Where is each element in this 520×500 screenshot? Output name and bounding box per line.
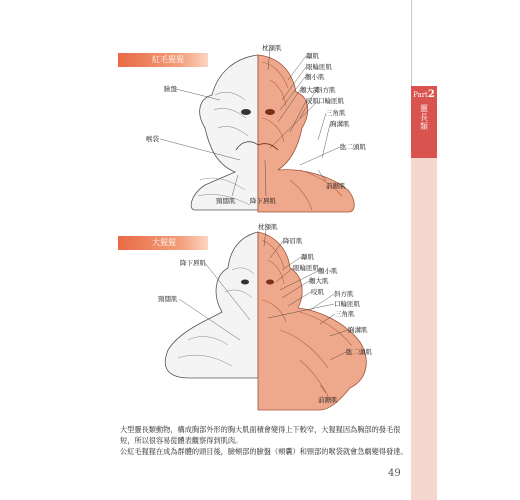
label-deltoid: 三角肌	[326, 109, 346, 117]
label-cheek-pad: 臉盤	[164, 85, 177, 93]
gorilla-illustration	[165, 230, 366, 410]
label-throat-sac: 喉袋	[146, 135, 159, 143]
part-label: Part2	[413, 89, 435, 100]
label-zygomaticus-minor: 顴小肌	[305, 73, 325, 81]
label-biceps: 肱二頭肌	[340, 143, 366, 151]
label-g-temporalis: 顳肌	[301, 253, 314, 261]
part-number: 2	[427, 89, 435, 100]
label-occipitofrontalis: 枕額肌	[262, 44, 282, 52]
label-g-trapezius: 斜方肌	[334, 290, 354, 298]
label-g-biceps: 肱二頭肌	[346, 348, 372, 356]
paragraph-2: 公紅毛猩猩在成為群體的頭目後，臉頰部的臉盤（頰囊）和頸部的喉袋就會急劇變得發達。	[120, 447, 408, 456]
label-g-depressor-labii: 降下唇肌	[180, 259, 206, 267]
label-g-platysma: 頸闊肌	[158, 295, 178, 303]
label-depressor-labii: 降下唇肌	[250, 197, 276, 205]
label-g-deltoid: 三角肌	[335, 310, 355, 318]
paragraph-1: 大型靈長類動物，構成胸部外形的胸大肌面積會變得上下較窄，大猩猩因為胸部的發毛很短，所以很容易從體表觀察得到肌肉。	[120, 425, 401, 445]
label-g-zygomaticus-major: 顴大肌	[309, 277, 329, 285]
label-g-zygomaticus-minor: 顴小肌	[318, 267, 338, 275]
label-pectoral: 胸溝肌	[330, 120, 350, 128]
label-temporalis: 顳肌	[306, 52, 319, 60]
label-orbicularis-oris: 口輪匝肌	[318, 97, 344, 105]
label-serratus-anterior: 前鋸肌	[326, 182, 346, 190]
page-number: 49	[388, 468, 401, 479]
body-text	[120, 424, 410, 457]
part-title: 靈長類	[419, 104, 429, 131]
label-platysma: 頸闊肌	[216, 197, 236, 205]
label-masseter: 咬肌	[306, 97, 319, 105]
label-g-orbicularis-oris: 口輪匝肌	[334, 300, 360, 308]
gorilla-banner-text: 大猩猩	[152, 238, 176, 247]
label-zygomaticus-major: 顴大肌	[300, 86, 320, 94]
label-g-orbicularis-oculi: 眼輪匝肌	[293, 264, 319, 272]
label-g-occipitofrontalis: 枕額肌	[258, 223, 278, 231]
label-g-masseter: 咬肌	[311, 288, 324, 296]
orangutan-banner-text: 紅毛猩猩	[152, 55, 184, 64]
label-g-serratus-anterior: 前鋸肌	[318, 396, 338, 404]
label-g-procerus: 降眉肌	[283, 237, 303, 245]
label-g-pectoral: 胸溝肌	[348, 326, 368, 334]
label-orbicularis-oculi: 眼輪匝肌	[306, 63, 332, 71]
label-trapezius: 斜方肌	[316, 86, 336, 94]
